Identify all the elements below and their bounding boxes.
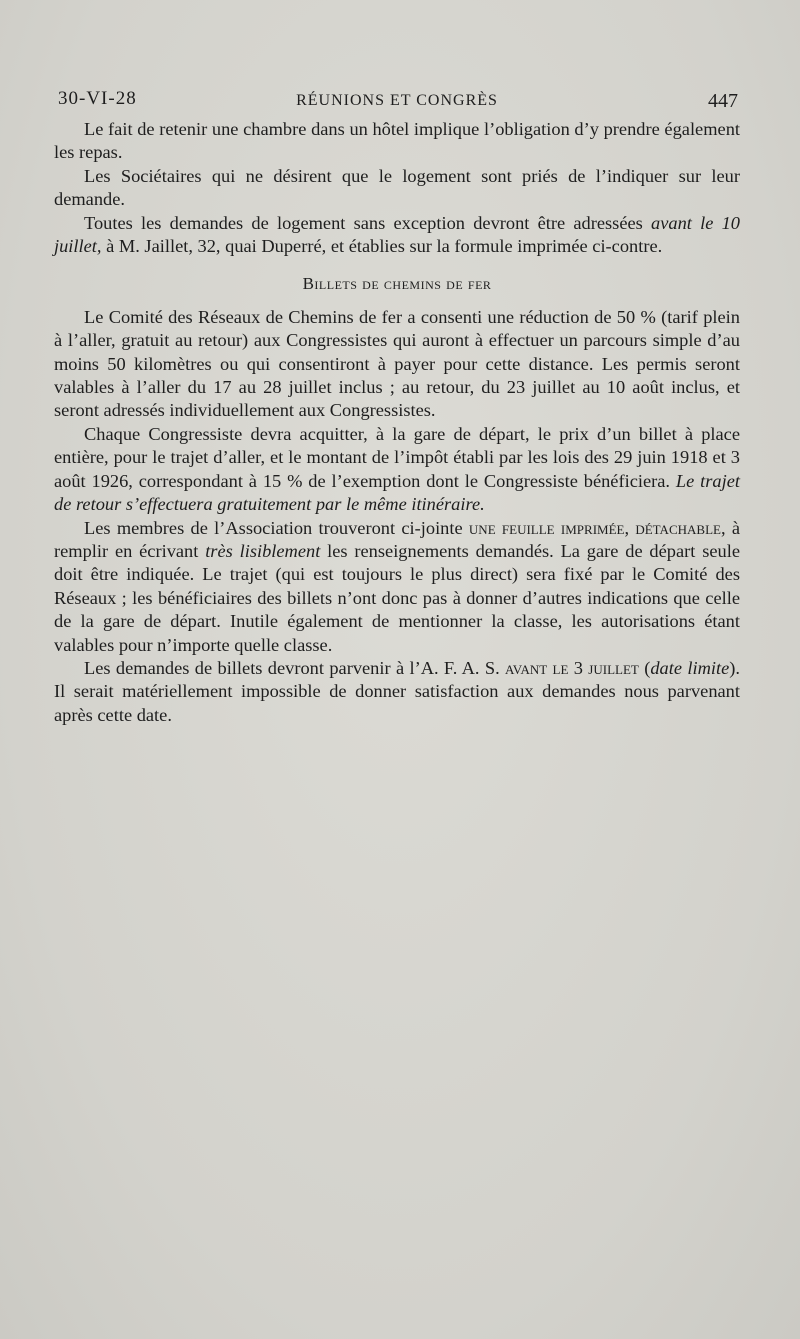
text-run: à remplir en écrivant (54, 517, 740, 561)
document-page (54, 84, 740, 727)
page-number: 447 (708, 90, 738, 112)
paragraph-ticket-payment (54, 423, 740, 517)
text-run: Les demandes de billets devront parvenir à l’A. F. A. S. (84, 657, 506, 678)
issue-date: 30-VI-28 (58, 88, 137, 109)
smallcaps-deadline: avant le 3 juillet (505, 657, 639, 678)
emphasis-date-limit: date limite (650, 657, 730, 678)
section-title: Billets de chemins de fer (302, 274, 492, 294)
body-text (54, 118, 740, 727)
text-run: les renseignements demandés. La gare de départ seule doit être indiquée. Le trajet (qui est toujours le plus direct) sera fixé par le Comité des Réseaux ; les bénéficiaires des billets n’ont donc pas à donner d’autres indications que celle de la gare de départ. Inutile également de mentionner la classe, les autorisations étant valables pour n’importe quelle classe. (54, 540, 740, 655)
text-run: Toutes les demandes de logement sans exception devront être adressées (84, 212, 652, 233)
text-run: ( (638, 657, 651, 678)
emphasis-legibly: très lisiblement (205, 540, 321, 561)
paragraph-form-instructions (54, 517, 740, 657)
text-run: Les membres de l’Association trouveront ci-jointe (84, 517, 469, 538)
paragraph-ticket-deadline (54, 657, 740, 727)
text-run: ). Il serait matériellement impossible de donner satisfaction aux demandes nous parvenant après cette date. (54, 657, 740, 725)
paragraph-lodging-only: Les Sociétaires qui ne désirent que le logement sont priés de l’indiquer sur leur demande. (54, 165, 740, 210)
text-run: à M. Jaillet, 32, quai Duperré, et établies sur la formule imprimée ci-contre. (101, 236, 663, 257)
running-header (54, 84, 740, 118)
text-run: Chaque Congressiste devra acquitter, à la gare de départ, le prix d’un billet à place entière, pour le trajet d’aller, et le montant de l’impôt établi par les lois des 29 juin 1918 et 3 août 1926, correspondant à 15 % de l’exemption dont le Congressiste bénéficiera. (54, 423, 740, 491)
running-title: RÉUNIONS ET CONGRÈS (296, 92, 498, 109)
paragraph-fare-reduction: Le Comité des Réseaux de Chemins de fer a consenti une réduction de 50 % (tarif plein à l’aller, gratuit au retour) aux Congressistes qui auront à effectuer un parcours simple d’au moins 50 kilomètres ou qui consentiront à payer pour cette distance. Les permis seront valables à l’aller du 17 au 28 juillet inclus ; au retour, du 23 juillet au 10 août inclus, et seront adressés individuellement aux Congressistes. (54, 306, 740, 421)
paragraph-lodging-requests (54, 212, 740, 259)
paragraph-hotel-meals: Le fait de retenir une chambre dans un hôtel implique l’obligation d’y prendre également les repas. (54, 119, 740, 163)
smallcaps-printed-sheet: une feuille imprimée, détachable, (468, 517, 726, 538)
emphasis-return-trip: Le trajet de retour s’effectuera gratuitement par le même itinéraire. (54, 470, 740, 515)
emphasis-deadline: avant le 10 juillet, (54, 212, 741, 257)
